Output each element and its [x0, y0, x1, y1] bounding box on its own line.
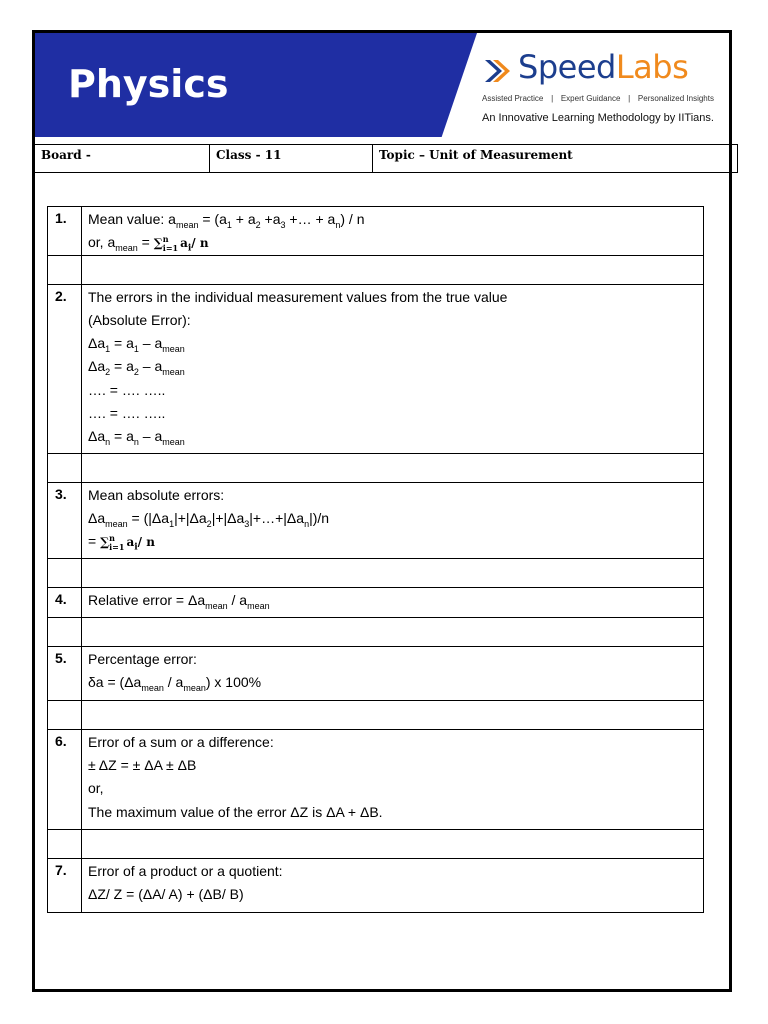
formula-table — [47, 206, 704, 913]
table-row — [48, 284, 704, 453]
spacer-row — [48, 255, 704, 284]
table-row — [48, 482, 704, 558]
table-row — [48, 207, 704, 256]
board-field: Board - — [35, 145, 210, 172]
item-content: Mean absolute errors: $\Delta a_{mean}$ = $(|\Delta a_1|+|\Delta a_2|+|\Delta a_3|+\dots+|\Delta a_n|)/n$ = ∑ n i=1 $a_i/$ n — [82, 482, 704, 558]
item-number: 1. — [48, 207, 82, 256]
item-content: The errors in the individual measurement values from the true value (Absolute Error): $\Delta a_1 = a_1 - a_{mean}$ $\Delta a_2 = a_2 - a_{mean}$ …. = …. ….. …. = …. ….. $\Delta a_n = a_n - a_{mean}$ — [82, 284, 704, 453]
spacer-row — [48, 829, 704, 858]
item-content: Relative error = $\Delta a_{mean} / a_{mean}$ — [82, 587, 704, 617]
topic-field: Topic – Unit of Measurement — [373, 145, 738, 172]
table-row — [48, 858, 704, 912]
item-number: 3. — [48, 482, 82, 558]
class-field: Class - 11 — [210, 145, 373, 172]
item-content: Error of a sum or a difference: ± ΔZ = ± ΔA ± ΔB or, The maximum value of the error ΔZ is ΔA + ΔB. — [82, 729, 704, 829]
item-number: 4. — [48, 587, 82, 617]
spacer-row — [48, 617, 704, 646]
item-content: Error of a product or a quotient: ΔZ/ Z = (ΔA/ A) + (ΔB/ B) — [82, 858, 704, 912]
item-content: Mean value: $a_{mean} = (a_1 + a_2 +a_3$ +… + $a_n$) / n or, $a_{mean}$ = ∑ n i=1 $a_i/$ n — [82, 207, 704, 256]
info-row — [35, 144, 738, 173]
item-number: 2. — [48, 284, 82, 453]
item-number: 6. — [48, 729, 82, 829]
logo-subtitle: An Innovative Learning Methodology by IITians. — [482, 112, 714, 124]
table-row — [48, 729, 704, 829]
item-number: 5. — [48, 646, 82, 700]
spacer-row — [48, 558, 704, 587]
table-row — [48, 646, 704, 700]
subject-title: Physics — [68, 62, 229, 106]
item-content: Percentage error: $\delta a = (\Delta a_{mean} / a_{mean})$ x 100% — [82, 646, 704, 700]
speedlabs-chevron-icon — [482, 56, 512, 86]
table-row — [48, 587, 704, 617]
logo-wordmark: SpeedLabs — [518, 48, 689, 86]
item-number: 7. — [48, 858, 82, 912]
spacer-row — [48, 453, 704, 482]
speedlabs-logo — [482, 48, 722, 130]
logo-taglines: Assisted Practice | Expert Guidance | Personalized Insights — [482, 94, 714, 103]
spacer-row — [48, 700, 704, 729]
